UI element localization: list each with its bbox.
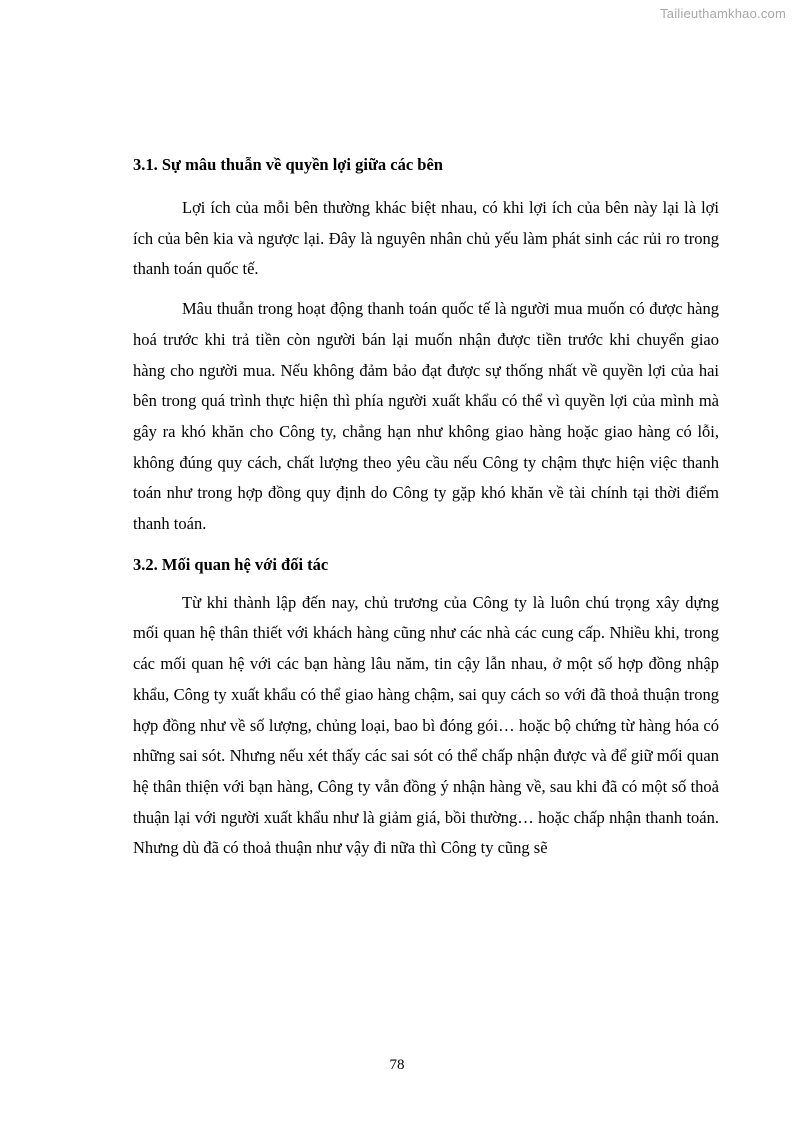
page-number: 78 xyxy=(389,1057,405,1073)
paragraph: Mâu thuẫn trong hoạt động thanh toán quốc tế là người mua muốn có được hàng hoá trước khi trả tiền còn người bán lại muốn nhận được tiền trước khi chuyển giao hàng cho người mua. Nếu không đảm bảo đạt được sự thống nhất về quyền lợi của hai bên trong quá trình thực hiện thì phía người xuất khẩu có thể vì quyền lợi của mình mà gây ra khó khăn cho Công ty, chẳng hạn như không giao hàng hoặc giao hàng có lỗi, không đúng quy cách, chất lượng theo yêu cầu nếu Công ty chậm thực hiện việc thanh toán như trong hợp đồng quy định do Công ty gặp khó khăn về tài chính tại thời điểm thanh toán. xyxy=(133,299,719,534)
paragraph: Từ khi thành lập đến nay, chủ trương của Công ty là luôn chú trọng xây dựng mối quan hệ thân thiết với khách hàng cũng như các nhà các cung cấp. Nhiều khi, trong các mối quan hệ với các bạn hàng lâu năm, tin cậy lẫn nhau, ở một số hợp đồng nhập khẩu, Công ty xuất khẩu có thể giao hàng chậm, sai quy cách so với đã thoả thuận trong hợp đồng như về số lượng, chủng loại, bao bì đóng gói… hoặc bộ chứng từ hàng hóa có những sai sót. Nhưng nếu xét thấy các sai sót có thể chấp nhận được và để giữ mối quan hệ thân thiện với bạn hàng, Công ty vẫn đồng ý nhận hàng về, sau khi đã có một số thoả thuận lại với người xuất khẩu như là giảm giá, bồi thường… hoặc chấp nhận thanh toán. Nhưng dù đã có thoả thuận như vậy đi nữa thì Công ty cũng sẽ xyxy=(133,592,719,858)
watermark: Tailieuthamkhao.com xyxy=(660,6,786,21)
section-heading-3-1: 3.1. Sự mâu thuẫn về quyền lợi giữa các bên xyxy=(133,155,443,174)
section-heading-3-2: 3.2. Mối quan hệ với đối tác xyxy=(133,554,329,574)
page-content xyxy=(133,150,719,864)
paragraph: Lợi ích của mỗi bên thường khác biệt nhau, có khi lợi ích của bên này lại là lợi ích của bên kia và ngược lại. Đây là nguyên nhân chủ yếu làm phát sinh các rủi ro trong thanh toán quốc tế. xyxy=(133,198,719,279)
